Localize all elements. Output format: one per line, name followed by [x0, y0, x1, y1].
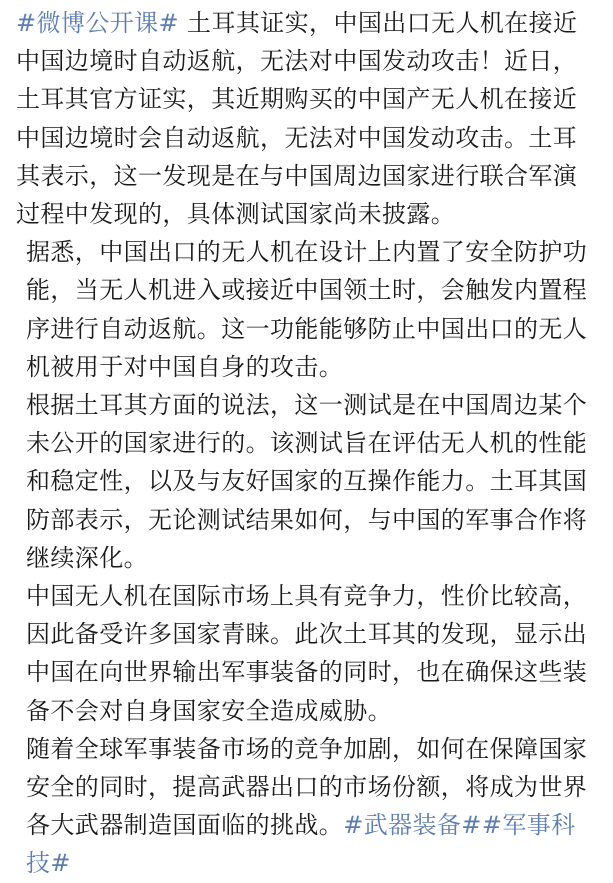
paragraph-1: [16, 4, 599, 233]
topic-link-military-tech[interactable]: #军事科技#: [26, 811, 576, 878]
topic-link-weapons-equipment[interactable]: #武器装备#: [343, 811, 482, 840]
paragraph-3: 根据土耳其方面的说法，这一测试是在中国周边某个未公开的国家进行的。该测试旨在评估无人机的性能和稳定性，以及与友好国家的互操作能力。土耳其国防部表示，无论测试结果如何，与中国的军事合作将继续深化。: [26, 391, 588, 572]
paragraph-2: 据悉，中国出口的无人机在设计上内置了安全防护功能，当无人机进入或接近中国领土时，会触发内置程序进行自动返航。这一功能能够防止中国出口的无人机被用于对中国自身的攻击。: [26, 238, 588, 381]
paragraph-5-text: 随着全球军事装备市场的竞争加剧，如何在保障国家安全的同时，提高武器出口的市场份额，将成为世界各大武器制造国面临的挑战。: [26, 734, 588, 840]
paragraph-1-text: 土耳其证实，中国出口无人机在接近中国边境时自动返航，无法对中国发动攻击！近日，土耳其官方证实，其近期购买的中国产无人机在接近中国边境时会自动返航，无法对中国发动攻击。土耳其表示，这一发现是在与中国周边国家进行联合军演过程中发现的，具体测试国家尚未披露。: [16, 9, 578, 229]
topic-link-weibo-open-class[interactable]: #微博公开课#: [16, 9, 180, 37]
paragraph-5: [16, 730, 599, 883]
paragraph-4: 中国无人机在国际市场上具有竞争力，性价比较高，因此备受许多国家青睐。此次土耳其的发现，显示出中国在向世界输出军事装备的同时，也在确保这些装备不会对自身国家安全造成威胁。: [26, 582, 588, 725]
